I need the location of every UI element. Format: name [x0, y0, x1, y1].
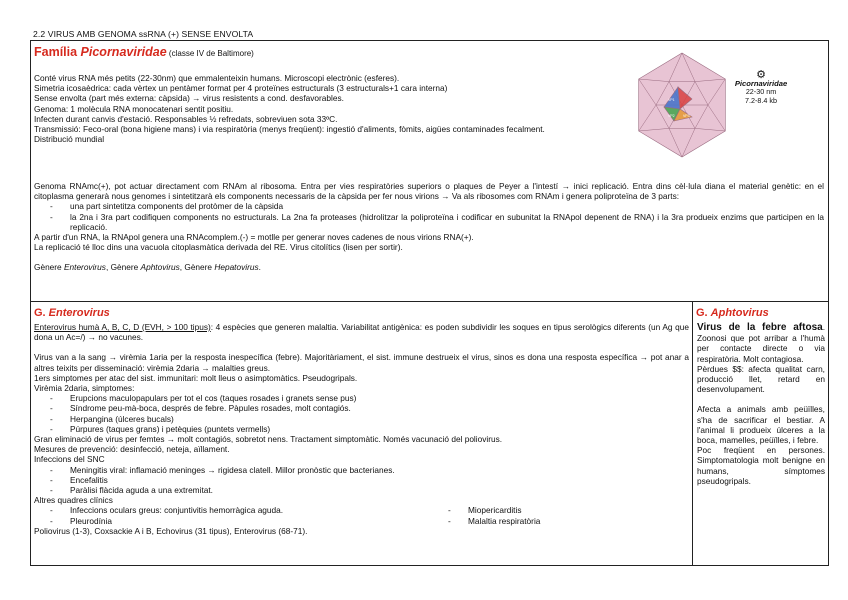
polyprotein-parts-list	[34, 201, 824, 232]
list-item: - Miopericarditis	[468, 505, 540, 515]
family-title-prefix: Família	[34, 45, 81, 59]
altres-columns	[34, 505, 689, 525]
aphtovirus-humans: Poc freqüent en persones. Simptomatologia molt benigne en humans, símptomes pseudogripals.	[697, 445, 825, 486]
summary-line: Genoma: 1 molècula RNA monocatenari sentit positiu.	[34, 103, 234, 114]
viremia-line: Virus van a la sang → virèmia 1aria per la resposta inespecífica (febre). Majoritàriament, el sist. immune destrueix el virus, sinos es dona una resposta específica → pot anar a altres teixits per disseminació: virèmia 2daria → malalties greus.	[34, 352, 689, 373]
aphtovirus-intro	[697, 322, 825, 364]
enterovirus-title-prefix: G.	[34, 307, 49, 319]
vp-label: VP3	[683, 114, 690, 118]
genome-intro: Genoma RNAmc(+), pot actuar directament com RNAm al ribosoma. Entra per vies respiratòries superiors o plaques de Peyer a l'intestí → inici replicació. Entra dins cèl·lula diana el material genètic: en el citoplasma generarà nous genomes i sintetitzarà els components necessaris de la càpsida per fer nous virions → Va als ribosomes com RNAm i genera poliproteïna de 3 parts:	[34, 181, 824, 202]
aphtovirus-intro-rest: . Zoonosi que pot arribar a l'humà per contacte directe o via respiratòria. Molt contagiosa.	[697, 322, 825, 364]
list-item: - Encefalitis	[70, 475, 689, 485]
list-item: - Síndrome peu-mà-boca, després de febre. Pàpules rosades, molt contagiós.	[70, 403, 689, 413]
summary-line: Sense envolta (part més externa: càpsida) → virus resistents a cond. desfavorables.	[34, 93, 344, 104]
viremia-line: Virèmia 2daria, simptomes:	[34, 383, 135, 394]
genus-name: Aphtovirus	[140, 262, 180, 273]
symptoms-list	[34, 393, 689, 434]
family-title-name: Picornaviridae	[80, 45, 167, 59]
replication-line: La replicació té lloc dins una vacuola citoplasmàtica derivada del RE. Virus citolítics (lisen per sortir).	[34, 242, 403, 253]
genera-line	[34, 262, 824, 272]
prevention-line: Infeccions del SNC	[34, 454, 105, 465]
summary-line: Simetria icosaèdrica: cada vèrtex un pentàmer format per 4 proteïnes estructurals (3 estructurals+1 cara interna)	[34, 83, 448, 94]
snc-list	[34, 465, 689, 496]
genera-separator: , Gènere	[105, 262, 141, 273]
altres-list-left	[34, 505, 430, 525]
list-item: - la 2na i 3ra part codifiquen components no estructurals. La 2na fa proteases (hidrolitzar la poliproteïna i codificar en subunitat la RNApol depenent de RNA) i la 3ra produeix enzims que participen en la replicació.	[70, 212, 824, 232]
aphtovirus-title-prefix: G.	[696, 307, 711, 319]
prevention-line: Gran eliminació de virus per femtes → molt contagiós, sobretot nens. Tractament simptomàtic. Només vacunació del poliovirus.	[34, 434, 503, 445]
genera-separator: , Gènere	[179, 262, 215, 273]
aphtovirus-title-name: Aphtovirus	[710, 307, 769, 319]
aphtovirus-animals: Afecta a animals amb peüïlles, s'ha de sacrificar el bestiar. A l'animal li produeix úlceres a la boca, mamelles, peüïlles, i febre.	[697, 404, 825, 446]
list-item: - Herpangina (úlceres bucals)	[70, 414, 689, 424]
list-item: - Erupcions maculopapulars per tot el cos (taques rosades i granets sense pus)	[70, 393, 689, 403]
summary-line: Infecten durant canvis d'estació. Responsables ½ refredats, sobreviuen sota 33ºC.	[34, 113, 338, 124]
enterovirus-body	[34, 322, 689, 536]
replication-line: A partir d'un RNA, la RNApol genera una RNAcomplem.(-) = motlle per generar noves cadenes de nous virions RNA(+).	[34, 232, 474, 243]
family-title-suffix: (classe IV de Baltimore)	[166, 49, 254, 58]
genus-name: Enterovirus	[63, 262, 106, 273]
list-item: - una part sintetitza components del protòmer de la càpsida	[70, 201, 824, 211]
enterovirus-intro	[34, 322, 689, 342]
list-item: - Infeccions oculars greus: conjuntivitis hemorràgica aguda.	[70, 505, 430, 515]
genera-end: .	[258, 262, 261, 273]
aphtovirus-body	[697, 322, 825, 486]
aftosa-bold-lead: Virus de la febre aftosa	[697, 322, 823, 333]
aphtovirus-title	[696, 307, 769, 319]
figure-genome-size: 7.2-8.4 kb	[745, 95, 777, 105]
enterovirus-title-name: Enterovirus	[48, 307, 110, 319]
summary-line: Transmissió: Feco-oral (bona higiene mans) i via respiratòria (menys freqüent): ingestió d'aliments, fòmits, aigües contaminades fecalment.	[34, 124, 545, 135]
viremia-line: 1ers simptomes per atac del sist. immunitari: molt lleus o asimptomàtics. Pseudogripals.	[34, 372, 358, 383]
figure-size: 22-30 nm	[745, 87, 777, 97]
horizontal-divider	[31, 301, 828, 302]
list-item: - Meningitis viral: inflamació meninges → rigidesa clatell. Millor pronòstic que bacterianes.	[70, 465, 689, 475]
prevention-line: Mesures de prevenció: desinfecció, neteja, aïllament.	[34, 444, 230, 455]
genus-name: Hepatovirus	[214, 262, 259, 273]
page-header: 2.2 VIRUS AMB GENOMA ssRNA (+) SENSE ENVOLTA	[33, 29, 254, 39]
altres-label: Altres quadres clínics	[34, 495, 113, 506]
virus-figure-label	[731, 71, 791, 105]
genome-description	[34, 181, 824, 273]
list-item: - Pleurodínia	[70, 516, 430, 526]
enterovirus-title	[34, 307, 110, 319]
genera-label: Gènere	[34, 262, 64, 273]
icosahedral-virus-illustration	[626, 45, 738, 163]
enterovirus-species-underlined: Enterovirus humà A, B, C, D (EVH, > 100 tipus)	[34, 322, 211, 332]
altres-list-right	[430, 505, 540, 525]
family-title	[34, 45, 254, 59]
vertical-divider	[692, 301, 693, 565]
enterovirus-intro-rest: : 4 espècies que generen malaltia. Variabilitat antigènica: es poden subdividir les soques en tipus serològics diferents (un Ag que dona un Ac=/) → no vacunes.	[34, 322, 689, 343]
family-summary	[34, 73, 624, 144]
poliovirus-line: Poliovirus (1-3), Coxsackie A i B, Echovirus (31 tipus), Enterovirus (68-71).	[34, 525, 308, 536]
content-frame	[30, 40, 829, 566]
summary-line: Conté virus RNA més petits (22-30nm) que emmalenteixin humans. Microscopi electrònic (esferes).	[34, 73, 400, 83]
vp-label: VP1	[668, 98, 675, 102]
aphtovirus-losses: Pèrdues $$: afecta qualitat carn, producció llet, retard en desenvolupament.	[697, 363, 825, 395]
figure-family-name: Picornaviridae	[734, 78, 788, 88]
list-item: - Púrpures (taques grans) i petèquies (puntets vermells)	[70, 424, 689, 434]
vp-label: VP2	[668, 114, 675, 118]
virus-glyph-icon: ⚙	[756, 69, 766, 81]
summary-line: Distribució mundial	[34, 134, 105, 145]
list-item: - Malaltia respiratòria	[468, 516, 540, 526]
list-item: - Paràlisi flàcida aguda a una extremitat.	[70, 485, 689, 495]
